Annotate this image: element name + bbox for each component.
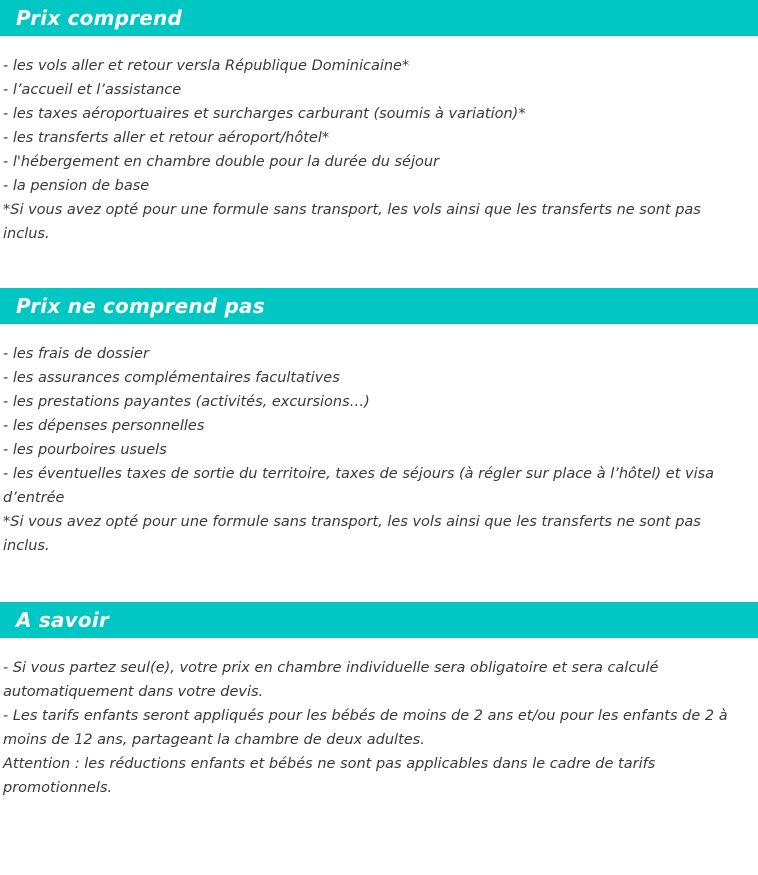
transport-note: *Si vous avez opté pour une formule sans transport, les vols ainsi que les transferts ne sont pas inclus.: [3, 202, 701, 242]
section-body: [0, 638, 758, 846]
section-body: [0, 324, 758, 602]
section-body: [0, 36, 758, 288]
section-prix-comprend: [0, 0, 758, 288]
transport-note: *Si vous avez opté pour une formule sans transport, les vols ainsi que les transferts ne sont pas inclus.: [3, 514, 701, 554]
section-title: A savoir: [16, 608, 109, 632]
list-item: - les dépenses personnelles: [3, 418, 205, 434]
section-title: Prix comprend: [16, 6, 182, 30]
section-a-savoir: [0, 602, 758, 846]
section-header-bar: [0, 0, 758, 36]
info-paragraph: - Si vous partez seul(e), votre prix en chambre individuelle sera obligatoire et sera calculé automatiquement dans votre devis.: [3, 660, 659, 700]
list-item: - les frais de dossier: [3, 346, 149, 362]
section-header-bar: [0, 288, 758, 324]
list-item: - l’accueil et l’assistance: [3, 82, 182, 98]
list-item: - les prestations payantes (activités, excursions…): [3, 394, 370, 410]
list-item: - la pension de base: [3, 178, 150, 194]
list-item: - les vols aller et retour versla République Dominicaine*: [3, 58, 410, 74]
info-paragraph: Attention : les réductions enfants et bébés ne sont pas applicables dans le cadre de tarifs promotionnels.: [3, 756, 656, 796]
list-item: - les éventuelles taxes de sortie du territoire, taxes de séjours (à régler sur place à l’hôtel) et visa d’entrée: [3, 466, 715, 506]
section-header-bar: [0, 602, 758, 638]
list-item: - les assurances complémentaires facultatives: [3, 370, 340, 386]
list-item: - l'hébergement en chambre double pour la durée du séjour: [3, 154, 440, 170]
section-prix-ne-comprend-pas: [0, 288, 758, 602]
list-item: - les taxes aéroportuaires et surcharges carburant (soumis à variation)*: [3, 106, 526, 122]
section-title: Prix ne comprend pas: [16, 294, 265, 318]
info-paragraph: - Les tarifs enfants seront appliqués pour les bébés de moins de 2 ans et/ou pour les enfants de 2 à moins de 12 ans, partageant la chambre de deux adultes.: [3, 708, 728, 748]
list-item: - les pourboires usuels: [3, 442, 167, 458]
list-item: - les transferts aller et retour aéroport/hôtel*: [3, 130, 330, 146]
